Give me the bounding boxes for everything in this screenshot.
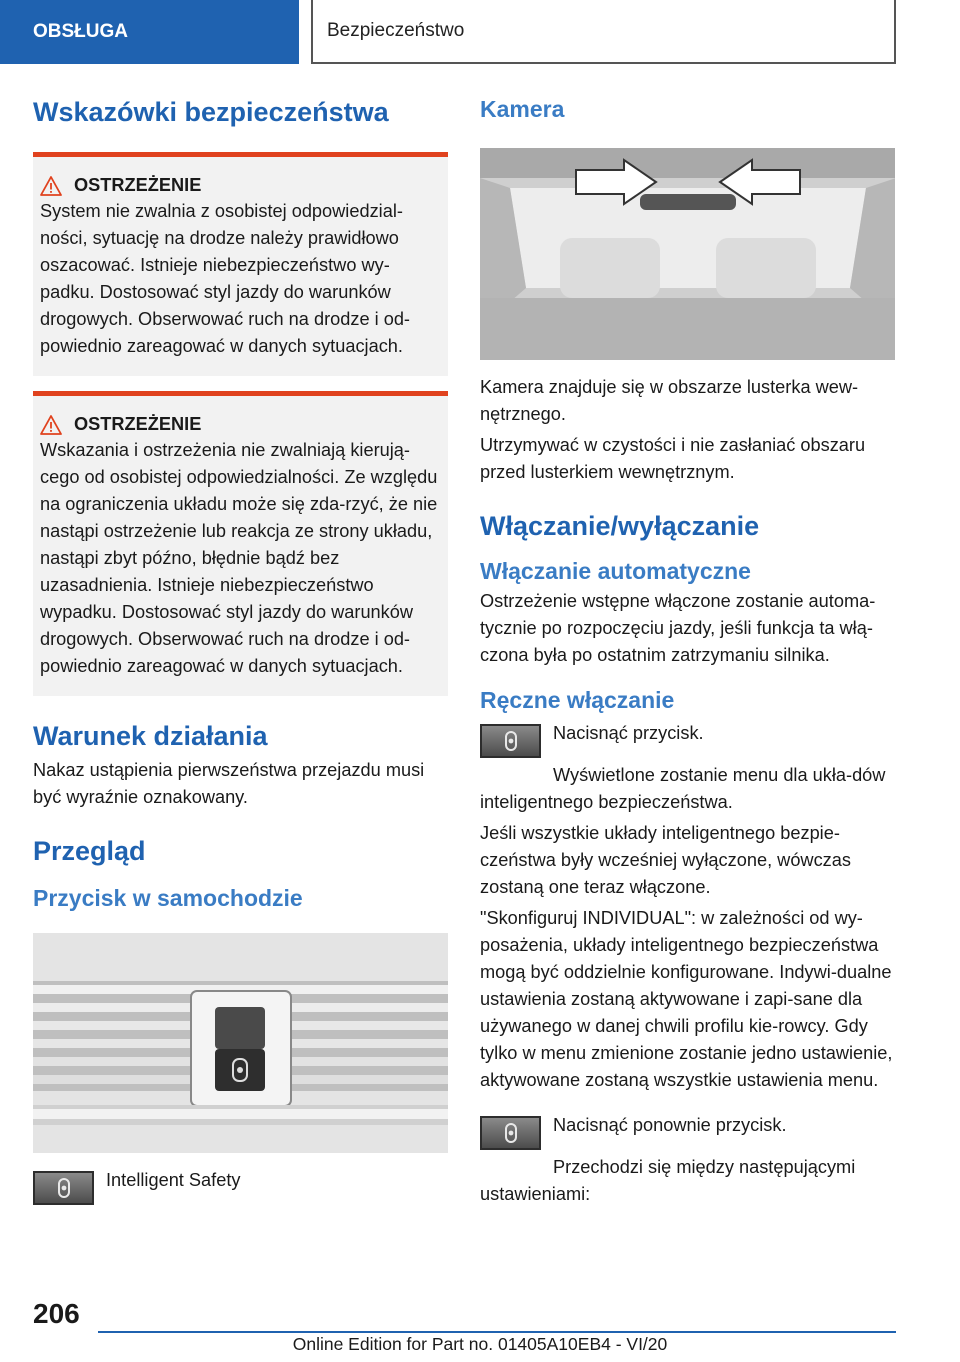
warning-title [40, 175, 442, 196]
camera-text-1: Kamera znajduje się w obszarze lusterka wew-nętrznego. [480, 376, 859, 424]
warning-triangle-icon [40, 415, 62, 435]
manual-step-2: Nacisnąć ponownie przycisk. [553, 1115, 787, 1136]
warning-title [40, 414, 442, 435]
left-column [33, 96, 448, 1205]
manual-heading: Ręczne włączanie [480, 686, 675, 713]
intelligent-safety-caption: Intelligent Safety [106, 1169, 241, 1190]
intelligent-safety-button-icon[interactable] [480, 1116, 541, 1150]
chapter-tab [311, 0, 896, 64]
footer-rule [98, 1331, 896, 1333]
right-column [480, 96, 896, 1208]
warning-text: System nie zwalnia z osobistej odpowiedzial-ności, sytuację na drodze należy prawidłowo oszacować. Istnieje niebezpieczeństwo wy-padku. Dostosować styl jazdy do warunków drogowych. Obserwować ruch na drodze i od-powiednio zareagować w danych sytuacjach. [40, 201, 410, 357]
camera-text-2: Utrzymywać w czystości i nie zasłaniać obszaru przed lusterkiem wewnętrznym. [480, 434, 866, 482]
warning-triangle-icon [40, 176, 62, 196]
manual-step-row-2 [480, 1112, 896, 1150]
camera-heading: Kamera [480, 96, 565, 122]
manual-text-3: "Skonfiguruj INDIVIDUAL": w zależności od wy-posażenia, układy inteligentnego bezpieczeństwa mogą być oddzielnie konfigurowane. Indywi-dualne ustawienia zostaną aktywowane i zapi-sane dla używanego w danej chwili profilu kie-rowcy. Gdy tylko w menu zmienione zostanie jedno ustawienie, aktywowane zostaną wszystkie ustawienia menu. [480, 908, 893, 1091]
onoff-heading: Włączanie/wyłączanie [480, 510, 760, 541]
warning-box [33, 152, 448, 376]
camera-photo [480, 148, 895, 360]
chapter-label: Bezpieczeństwo [327, 20, 465, 41]
overview-heading: Przegląd [33, 835, 146, 866]
section-tab [0, 0, 299, 64]
intelligent-safety-button-icon[interactable] [33, 1171, 94, 1205]
warning-label: OSTRZEŻENIE [74, 414, 202, 435]
intelligent-safety-row [33, 1167, 448, 1205]
warning-label: OSTRZEŻENIE [74, 175, 202, 196]
manual-text-4: Przechodzi się między następującymi ustawieniami: [480, 1157, 856, 1205]
manual-text-2: Jeśli wszystkie układy inteligentnego bezpie-czeństwa były wcześniej wyłączone, wówczas zostaną one teraz włączone. [480, 823, 851, 898]
button-heading: Przycisk w samochodzie [33, 885, 303, 912]
page-title: Wskazówki bezpieczeństwa [33, 97, 389, 127]
intelligent-safety-button-icon[interactable] [480, 724, 541, 758]
manual-text-1: Wyświetlone zostanie menu dla ukła-dów inteligentnego bezpieczeństwa. [480, 765, 886, 813]
condition-text: Nakaz ustąpienia pierwszeństwa przejazdu musi być wyraźnie oznakowany. [33, 759, 425, 807]
auto-text: Ostrzeżenie wstępne włączone zostanie automa-tycznie po rozpoczęciu jazdy, jeśli funkcja ta włą-czona była po ostatnim zatrzymaniu silnika. [480, 590, 876, 665]
section-label: OBSŁUGA [33, 21, 128, 42]
auto-heading: Włączanie automatyczne [480, 557, 751, 584]
manual-step-1: Nacisnąć przycisk. [553, 723, 704, 744]
page-number: 206 [33, 1298, 80, 1329]
footer-edition: Online Edition for Part no. 01405A10EB4 - VI/20 [292, 1334, 668, 1354]
manual-step-row [480, 720, 896, 758]
warning-box [33, 391, 448, 696]
dashboard-button-photo [33, 933, 448, 1153]
condition-heading: Warunek działania [33, 721, 268, 752]
warning-text: Wskazania i ostrzeżenia nie zwalniają kierują-cego od osobistej odpowiedzialności. Ze względu na ograniczenia układu może się zda-rzyć, że nie nastąpi ostrzeżenie lub reakcja ze strony układu, nastąpi zbyt późno, błędnie bądź bez uzasadnienia. Istnieje niebezpieczeństwo wypadku. Dostosować styl jazdy do warunków drogowych. Obserwować ruch na drodze i od-powiednio zareagować w danych sytuacjach. [40, 440, 438, 677]
